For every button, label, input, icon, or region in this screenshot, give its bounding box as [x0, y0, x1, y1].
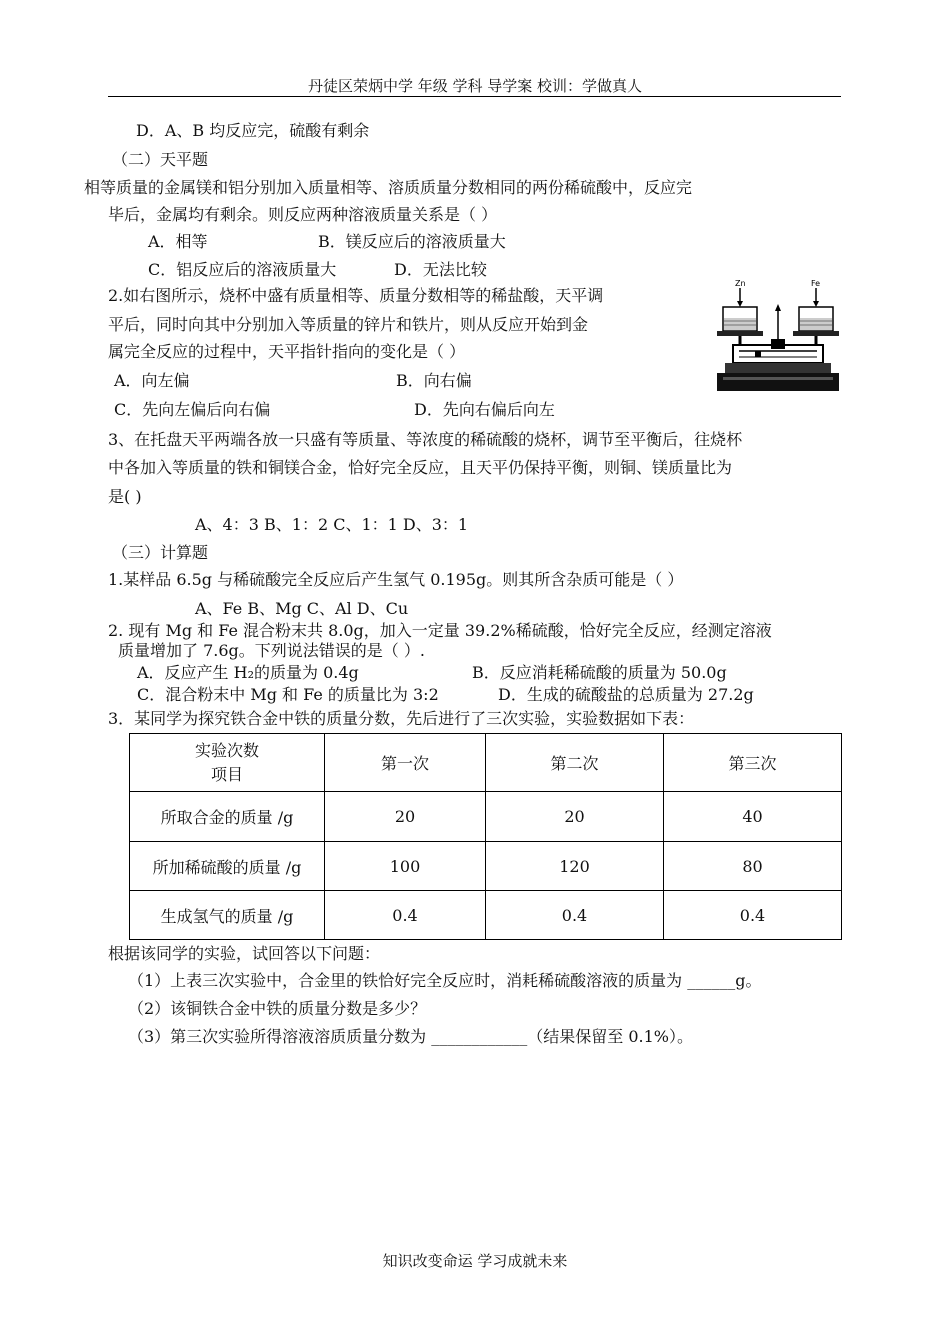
s2-q1-line1: 相等质量的金属镁和铝分别加入质量相等、溶质质量分数相同的两份稀硫酸中，反应完 [84, 178, 693, 197]
s2-q1-option-d: D．无法比较 [394, 260, 487, 279]
s3-q3-line1: 3．某同学为探究铁合金中铁的质量分数，先后进行了三次实验，实验数据如下表： [108, 709, 695, 728]
s2-q1-line2: 毕后，金属均有剩余。则反应两种溶液质量关系是（ ） [108, 205, 498, 224]
s3-q2-line1: 2. 现有 Mg 和 Fe 混合粉末共 8.0g，加入一定量 39.2%稀硫酸，恰好完全反应，经测定溶液 [108, 621, 772, 640]
prev-question-option-d: D．A、B 均反应完，硫酸有剩余 [136, 121, 370, 140]
table-cell: 100 [325, 842, 486, 891]
table-row [130, 792, 842, 842]
s3-q2-option-d: D．生成的硫酸盐的总质量为 27.2g [498, 685, 754, 704]
s2-q3-line1: 3、在托盘天平两端各放一只盛有等质量、等浓度的稀硫酸的烧杯，调节至平衡后，往烧杯 [108, 430, 743, 449]
s3-q2-option-b: B．反应消耗稀硫酸的质量为 50.0g [472, 663, 727, 682]
s2-q2-line1: 2.如右图所示，烧杯中盛有质量相等、质量分数相等的稀盐酸，天平调 [108, 286, 604, 305]
fe-label: Fe [811, 279, 821, 288]
table-col-header: 第二次 [486, 734, 664, 792]
table-cell: 40 [664, 792, 842, 842]
s3-q2-option-a: A．反应产生 H₂的质量为 0.4g [137, 663, 359, 682]
s3-q2-line2: 质量增加了 7.6g。下列说法错误的是（ ）. [118, 641, 425, 660]
s3-q3-sub2: （2）该铜铁合金中铁的质量分数是多少？ [128, 999, 427, 1018]
s3-q3-sub1: （1）上表三次实验中，合金里的铁恰好完全反应时，消耗稀硫酸溶液的质量为 ______g。 [128, 971, 762, 990]
table-row-label: 所加稀硫酸的质量 /g [130, 842, 325, 891]
experiment-table [129, 733, 842, 940]
table-corner-bottom: 项目 [210, 764, 243, 784]
s3-q3-intro: 根据该同学的实验，试回答以下问题： [108, 944, 381, 963]
s3-q2-option-c: C．混合粉末中 Mg 和 Fe 的质量比为 3:2 [137, 685, 439, 704]
table-col-header: 第三次 [664, 734, 842, 792]
s2-q3-options: A、4：3 B、1：2 C、1：1 D、3：1 [195, 515, 469, 534]
table-corner-top: 实验次数 [194, 740, 259, 760]
page-footer: 知识改变命运 学习成就未来 [382, 1252, 568, 1270]
balance-figure [715, 277, 841, 395]
s2-q2-option-d: D．先向右偏后向左 [414, 400, 555, 419]
s2-q1-option-a: A．相等 [148, 232, 208, 251]
table-header-row [130, 734, 842, 792]
s2-q2-line3: 属完全反应的过程中，天平指针指向的变化是（ ） [108, 342, 466, 361]
s2-q3-line2: 中各加入等质量的铁和铜镁合金，恰好完全反应，且天平仍保持平衡，则铜、镁质量比为 [108, 458, 733, 477]
table-cell: 0.4 [664, 891, 842, 940]
table-cell: 80 [664, 842, 842, 891]
s2-q2-option-a: A．向左偏 [114, 371, 190, 390]
header-rule [108, 96, 841, 97]
table-col-header: 第一次 [325, 734, 486, 792]
zn-label: Zn [735, 279, 746, 288]
table-row [130, 842, 842, 891]
table-cell: 0.4 [486, 891, 664, 940]
table-corner-cell [130, 734, 325, 792]
s3-q1-options: A、Fe B、Mg C、Al D、Cu [195, 599, 409, 618]
s2-q2-option-b: B．向右偏 [396, 371, 472, 390]
s2-q2-option-c: C．先向左偏后向右偏 [114, 400, 271, 419]
table-row-label: 生成氢气的质量 /g [130, 891, 325, 940]
table-cell: 20 [325, 792, 486, 842]
s2-q2-line2: 平后，同时向其中分别加入等质量的锌片和铁片，则从反应开始到金 [108, 315, 589, 334]
section-calc-title: （三）计算题 [112, 543, 209, 562]
section-balance-title: （二）天平题 [112, 150, 209, 169]
s2-q3-line3: 是( ) [108, 487, 142, 506]
s2-q1-option-b: B．镁反应后的溶液质量大 [318, 232, 506, 251]
table-cell: 120 [486, 842, 664, 891]
table-cell: 0.4 [325, 891, 486, 940]
s3-q1-line1: 1.某样品 6.5g 与稀硫酸完全反应后产生氢气 0.195g。则其所含杂质可能是（ ） [108, 570, 684, 589]
table-row-label: 所取合金的质量 /g [130, 792, 325, 842]
s2-q1-option-c: C．铝反应后的溶液质量大 [148, 260, 337, 279]
table-row [130, 891, 842, 940]
table-cell: 20 [486, 792, 664, 842]
page-header: 丹徒区荣炳中学 年级 学科 导学案 校训：学做真人 [307, 77, 643, 95]
s3-q3-sub3: （3）第三次实验所得溶液溶质质量分数为 ____________（结果保留至 0.1%）。 [128, 1027, 694, 1046]
